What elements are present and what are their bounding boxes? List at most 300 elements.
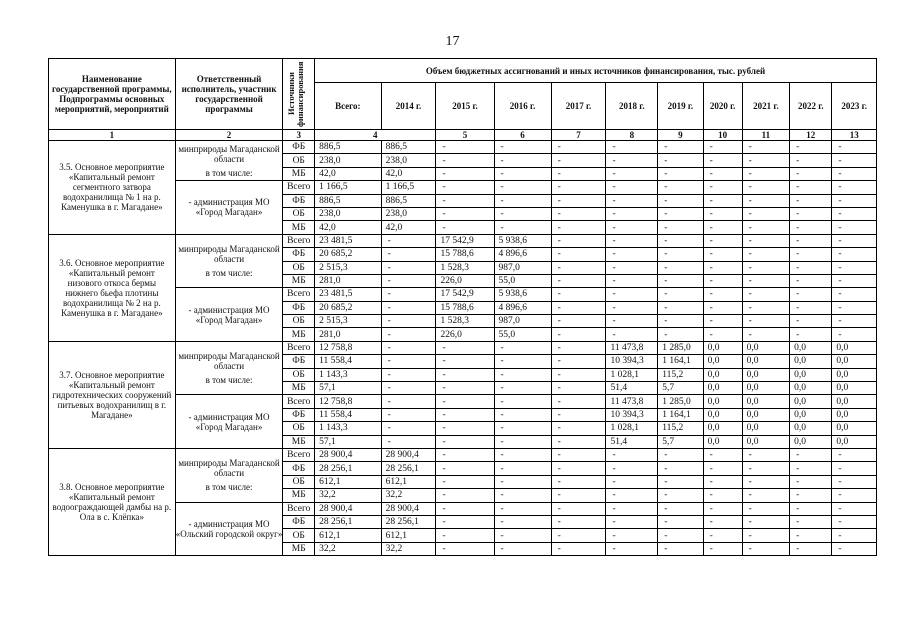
funding-source: ОБ: [283, 529, 315, 542]
year-value: -: [551, 315, 606, 328]
year-value: -: [790, 274, 832, 287]
year-value: 28 256,1: [381, 462, 436, 475]
executor-including-text: в том числе:: [205, 375, 253, 386]
measure-name: 3.7. Основное мероприятие «Капитальный ремонт гидротехнических сооружений питьевых водохранилищ в г. Магадане»: [49, 341, 176, 448]
year-value: -: [742, 248, 790, 261]
total-value: 12 758,8: [315, 395, 382, 408]
year-value: -: [436, 542, 494, 555]
year-value: -: [381, 368, 436, 381]
executor-ministry-text: минприроды Магаданской области: [178, 458, 280, 479]
year-value: -: [494, 542, 551, 555]
year-value: -: [658, 315, 703, 328]
funding-source: ФБ: [283, 355, 315, 368]
year-value: 0,0: [703, 435, 742, 448]
year-value: -: [658, 515, 703, 528]
year-value: -: [658, 194, 703, 207]
year-value: -: [551, 422, 606, 435]
year-value: -: [658, 154, 703, 167]
funding-source: МБ: [283, 328, 315, 341]
header-year: 2014 г.: [381, 83, 436, 130]
year-value: -: [494, 435, 551, 448]
executor-ministry: [175, 448, 283, 502]
year-value: -: [832, 234, 877, 247]
executor-municipality: [175, 395, 283, 449]
year-value: -: [832, 274, 877, 287]
column-number: 6: [494, 130, 551, 141]
total-value: 42,0: [315, 167, 382, 180]
total-value: 11 558,4: [315, 355, 382, 368]
header-sources: [283, 59, 315, 130]
year-value: -: [790, 489, 832, 502]
year-value: -: [606, 194, 658, 207]
funding-source: ОБ: [283, 261, 315, 274]
year-value: -: [381, 301, 436, 314]
funding-source: ФБ: [283, 194, 315, 207]
year-value: 0,0: [742, 408, 790, 421]
year-value: 42,0: [381, 221, 436, 234]
funding-source: ФБ: [283, 515, 315, 528]
year-value: -: [436, 475, 494, 488]
year-value: -: [606, 328, 658, 341]
year-value: -: [832, 475, 877, 488]
year-value: -: [742, 542, 790, 555]
year-value: -: [703, 475, 742, 488]
year-value: -: [494, 194, 551, 207]
executor-including-text: в том числе:: [205, 268, 253, 279]
table-row: [49, 234, 877, 247]
year-value: -: [742, 154, 790, 167]
year-value: 0,0: [742, 368, 790, 381]
year-value: 0,0: [703, 368, 742, 381]
table-row: [49, 448, 877, 461]
header-year: 2016 г.: [494, 83, 551, 130]
header-funding-volume: Объем бюджетных ассигнований и иных источников финансирования, тыс. рублей: [315, 59, 877, 83]
year-value: -: [606, 462, 658, 475]
year-value: -: [436, 141, 494, 154]
year-value: -: [436, 515, 494, 528]
year-value: -: [436, 408, 494, 421]
year-value: -: [658, 274, 703, 287]
funding-source: МБ: [283, 435, 315, 448]
year-value: 0,0: [703, 395, 742, 408]
measure-name: 3.8. Основное мероприятие «Капитальный ремонт водоограждающей дамбы на р. Ола в с. Клёпка»: [49, 448, 176, 555]
executor-including-text: в том числе:: [205, 482, 253, 493]
year-value: -: [703, 462, 742, 475]
year-value: 51,4: [606, 435, 658, 448]
column-number: 7: [551, 130, 606, 141]
year-value: -: [658, 207, 703, 220]
year-value: -: [832, 542, 877, 555]
total-value: 57,1: [315, 382, 382, 395]
year-value: 226,0: [436, 328, 494, 341]
year-value: -: [742, 221, 790, 234]
year-value: -: [381, 248, 436, 261]
year-value: -: [790, 448, 832, 461]
year-value: -: [703, 141, 742, 154]
total-value: 32,2: [315, 542, 382, 555]
year-value: -: [606, 475, 658, 488]
year-value: -: [703, 154, 742, 167]
year-value: -: [790, 542, 832, 555]
year-value: 115,2: [658, 368, 703, 381]
year-value: -: [551, 207, 606, 220]
year-value: -: [658, 462, 703, 475]
year-value: 1 028,1: [606, 422, 658, 435]
total-value: 28 900,4: [315, 448, 382, 461]
page-number: 17: [445, 34, 460, 49]
year-value: -: [606, 515, 658, 528]
year-value: -: [832, 248, 877, 261]
year-value: 0,0: [832, 435, 877, 448]
column-number: 12: [790, 130, 832, 141]
year-value: -: [790, 141, 832, 154]
year-value: -: [436, 529, 494, 542]
year-value: -: [551, 489, 606, 502]
year-value: -: [606, 301, 658, 314]
year-value: -: [551, 395, 606, 408]
year-value: 0,0: [742, 341, 790, 354]
funding-source: ФБ: [283, 248, 315, 261]
year-value: 0,0: [832, 368, 877, 381]
year-value: -: [703, 489, 742, 502]
year-value: -: [742, 207, 790, 220]
total-value: 886,5: [315, 194, 382, 207]
year-value: -: [658, 167, 703, 180]
funding-source: МБ: [283, 542, 315, 555]
year-value: -: [381, 288, 436, 301]
executor-ministry: [175, 234, 283, 288]
year-value: -: [494, 462, 551, 475]
year-value: -: [658, 141, 703, 154]
year-value: -: [742, 194, 790, 207]
year-value: -: [790, 502, 832, 515]
year-value: -: [606, 207, 658, 220]
year-value: -: [832, 448, 877, 461]
year-value: 1 028,1: [606, 368, 658, 381]
column-number: 3: [283, 130, 315, 141]
year-value: -: [790, 234, 832, 247]
year-value: -: [832, 529, 877, 542]
year-value: -: [832, 141, 877, 154]
year-value: -: [742, 167, 790, 180]
year-value: 28 900,4: [381, 448, 436, 461]
year-value: -: [551, 529, 606, 542]
year-value: -: [494, 167, 551, 180]
year-value: -: [551, 382, 606, 395]
year-value: 15 788,6: [436, 248, 494, 261]
year-value: -: [832, 261, 877, 274]
executor-ministry: [175, 141, 283, 181]
year-value: -: [790, 475, 832, 488]
funding-source: Всего: [283, 502, 315, 515]
year-value: -: [551, 408, 606, 421]
year-value: -: [606, 529, 658, 542]
total-value: 12 758,8: [315, 341, 382, 354]
year-value: 15 788,6: [436, 301, 494, 314]
year-value: -: [381, 408, 436, 421]
header-year: 2020 г.: [703, 83, 742, 130]
year-value: -: [832, 194, 877, 207]
year-value: -: [551, 141, 606, 154]
year-value: -: [606, 248, 658, 261]
year-value: 886,5: [381, 141, 436, 154]
year-value: 10 394,3: [606, 355, 658, 368]
year-value: -: [790, 328, 832, 341]
year-value: -: [832, 462, 877, 475]
year-value: -: [381, 435, 436, 448]
year-value: -: [551, 221, 606, 234]
year-value: 0,0: [832, 355, 877, 368]
year-value: 5 938,6: [494, 234, 551, 247]
year-value: -: [436, 368, 494, 381]
funding-source: Всего: [283, 181, 315, 194]
year-value: 0,0: [832, 395, 877, 408]
year-value: -: [381, 328, 436, 341]
column-number: 5: [436, 130, 494, 141]
year-value: -: [551, 181, 606, 194]
year-value: 11 473,8: [606, 395, 658, 408]
year-value: -: [703, 274, 742, 287]
total-value: 612,1: [315, 475, 382, 488]
year-value: -: [606, 502, 658, 515]
year-value: -: [381, 355, 436, 368]
year-value: -: [658, 288, 703, 301]
year-value: 0,0: [790, 341, 832, 354]
year-value: -: [790, 515, 832, 528]
year-value: -: [551, 167, 606, 180]
funding-table: [48, 58, 877, 556]
funding-source: Всего: [283, 395, 315, 408]
year-value: 0,0: [790, 435, 832, 448]
year-value: -: [606, 261, 658, 274]
year-value: -: [742, 288, 790, 301]
executor-ministry-text: минприроды Магаданской области: [178, 143, 280, 164]
column-number: 2: [175, 130, 283, 141]
header-year: 2021 г.: [742, 83, 790, 130]
year-value: 55,0: [494, 274, 551, 287]
funding-source: ОБ: [283, 368, 315, 381]
year-value: -: [551, 274, 606, 287]
year-value: -: [381, 395, 436, 408]
year-value: -: [658, 181, 703, 194]
header-year: 2017 г.: [551, 83, 606, 130]
total-value: 28 900,4: [315, 502, 382, 515]
funding-source: ФБ: [283, 408, 315, 421]
year-value: -: [551, 462, 606, 475]
year-value: -: [436, 502, 494, 515]
year-value: -: [832, 207, 877, 220]
executor-ministry-text: минприроды Магаданской области: [178, 244, 280, 265]
year-value: -: [551, 341, 606, 354]
year-value: 0,0: [742, 422, 790, 435]
year-value: -: [436, 341, 494, 354]
year-value: 0,0: [790, 382, 832, 395]
year-value: -: [703, 248, 742, 261]
year-value: -: [436, 395, 494, 408]
year-value: -: [494, 181, 551, 194]
measure-name: 3.5. Основное мероприятие «Капитальный ремонт сегментного затвора водохранилища № 1 на р. Каменушка в г. Магадане»: [49, 141, 176, 235]
year-value: -: [494, 207, 551, 220]
header-year: 2022 г.: [790, 83, 832, 130]
year-value: -: [436, 181, 494, 194]
year-value: 32,2: [381, 489, 436, 502]
year-value: -: [790, 288, 832, 301]
funding-source: МБ: [283, 221, 315, 234]
executor-municipality-text: - администрация МО «Ольский городской округ»: [175, 518, 283, 539]
year-value: -: [606, 141, 658, 154]
year-value: 0,0: [790, 368, 832, 381]
year-value: 55,0: [494, 328, 551, 341]
year-value: 28 900,4: [381, 502, 436, 515]
year-value: -: [606, 542, 658, 555]
column-number: 10: [703, 130, 742, 141]
year-value: 0,0: [703, 341, 742, 354]
year-value: 42,0: [381, 167, 436, 180]
executor-ministry-text: минприроды Магаданской области: [178, 351, 280, 372]
year-value: -: [703, 234, 742, 247]
year-value: -: [742, 529, 790, 542]
year-value: -: [658, 448, 703, 461]
year-value: 612,1: [381, 475, 436, 488]
year-value: -: [742, 261, 790, 274]
year-value: -: [551, 368, 606, 381]
year-value: -: [703, 542, 742, 555]
table-row: [49, 141, 877, 154]
total-value: 42,0: [315, 221, 382, 234]
total-value: 1 143,3: [315, 422, 382, 435]
year-value: -: [551, 194, 606, 207]
year-value: -: [742, 328, 790, 341]
year-value: -: [606, 167, 658, 180]
year-value: 0,0: [742, 382, 790, 395]
funding-source: Всего: [283, 234, 315, 247]
year-value: -: [832, 167, 877, 180]
year-value: 0,0: [703, 382, 742, 395]
year-value: 5 938,6: [494, 288, 551, 301]
year-value: -: [832, 301, 877, 314]
executor-including-text: в том числе:: [205, 167, 253, 178]
funding-source: МБ: [283, 382, 315, 395]
year-value: -: [551, 502, 606, 515]
year-value: -: [381, 422, 436, 435]
year-value: -: [381, 261, 436, 274]
year-value: -: [790, 261, 832, 274]
year-value: -: [658, 489, 703, 502]
year-value: -: [606, 154, 658, 167]
year-value: -: [658, 261, 703, 274]
total-value: 281,0: [315, 274, 382, 287]
year-value: -: [742, 141, 790, 154]
funding-source: МБ: [283, 167, 315, 180]
executor-municipality: [175, 288, 283, 342]
year-value: -: [658, 502, 703, 515]
year-value: -: [742, 181, 790, 194]
year-value: -: [551, 154, 606, 167]
year-value: -: [742, 274, 790, 287]
total-value: 2 515,3: [315, 261, 382, 274]
year-value: -: [436, 435, 494, 448]
executor-municipality: [175, 502, 283, 556]
funding-source: Всего: [283, 448, 315, 461]
year-value: -: [381, 382, 436, 395]
year-value: -: [832, 502, 877, 515]
year-value: -: [790, 181, 832, 194]
year-value: -: [494, 489, 551, 502]
year-value: 5,7: [658, 435, 703, 448]
year-value: -: [742, 301, 790, 314]
funding-source: ОБ: [283, 207, 315, 220]
year-value: -: [742, 315, 790, 328]
year-value: -: [832, 221, 877, 234]
year-value: -: [606, 315, 658, 328]
executor-ministry: [175, 341, 283, 395]
year-value: -: [703, 529, 742, 542]
year-value: 0,0: [832, 341, 877, 354]
year-value: 1 528,3: [436, 315, 494, 328]
year-value: -: [832, 288, 877, 301]
funding-source: ОБ: [283, 422, 315, 435]
year-value: -: [494, 515, 551, 528]
year-value: -: [832, 328, 877, 341]
year-value: -: [703, 181, 742, 194]
year-value: -: [703, 167, 742, 180]
year-value: 0,0: [742, 435, 790, 448]
year-value: -: [381, 341, 436, 354]
year-value: -: [742, 462, 790, 475]
year-value: 0,0: [790, 422, 832, 435]
executor-municipality-text: - администрация МО «Город Магадан»: [188, 304, 270, 325]
year-value: 17 542,9: [436, 288, 494, 301]
year-value: 1 164,1: [658, 408, 703, 421]
total-value: 612,1: [315, 529, 382, 542]
year-value: -: [703, 328, 742, 341]
year-value: 1 166,5: [381, 181, 436, 194]
year-value: -: [790, 248, 832, 261]
year-value: -: [494, 154, 551, 167]
year-value: -: [703, 288, 742, 301]
year-value: 0,0: [790, 355, 832, 368]
year-value: -: [436, 448, 494, 461]
year-value: -: [790, 194, 832, 207]
year-value: -: [703, 207, 742, 220]
year-value: 4 896,6: [494, 301, 551, 314]
total-value: 20 685,2: [315, 248, 382, 261]
year-value: -: [742, 448, 790, 461]
year-value: -: [790, 462, 832, 475]
executor-municipality-text: - администрация МО «Город Магадан»: [188, 411, 270, 432]
year-value: 4 896,6: [494, 248, 551, 261]
year-value: -: [494, 382, 551, 395]
year-value: 17 542,9: [436, 234, 494, 247]
year-value: -: [790, 154, 832, 167]
year-value: -: [703, 301, 742, 314]
total-value: 1 166,5: [315, 181, 382, 194]
year-value: -: [703, 315, 742, 328]
year-value: -: [436, 489, 494, 502]
year-value: 28 256,1: [381, 515, 436, 528]
year-value: -: [494, 529, 551, 542]
total-value: 1 143,3: [315, 368, 382, 381]
table-row: [49, 341, 877, 354]
year-value: -: [658, 542, 703, 555]
column-number: 9: [658, 130, 703, 141]
year-value: -: [658, 328, 703, 341]
year-value: -: [832, 515, 877, 528]
funding-source: ОБ: [283, 475, 315, 488]
total-value: 28 256,1: [315, 462, 382, 475]
year-value: -: [436, 194, 494, 207]
year-value: -: [606, 448, 658, 461]
